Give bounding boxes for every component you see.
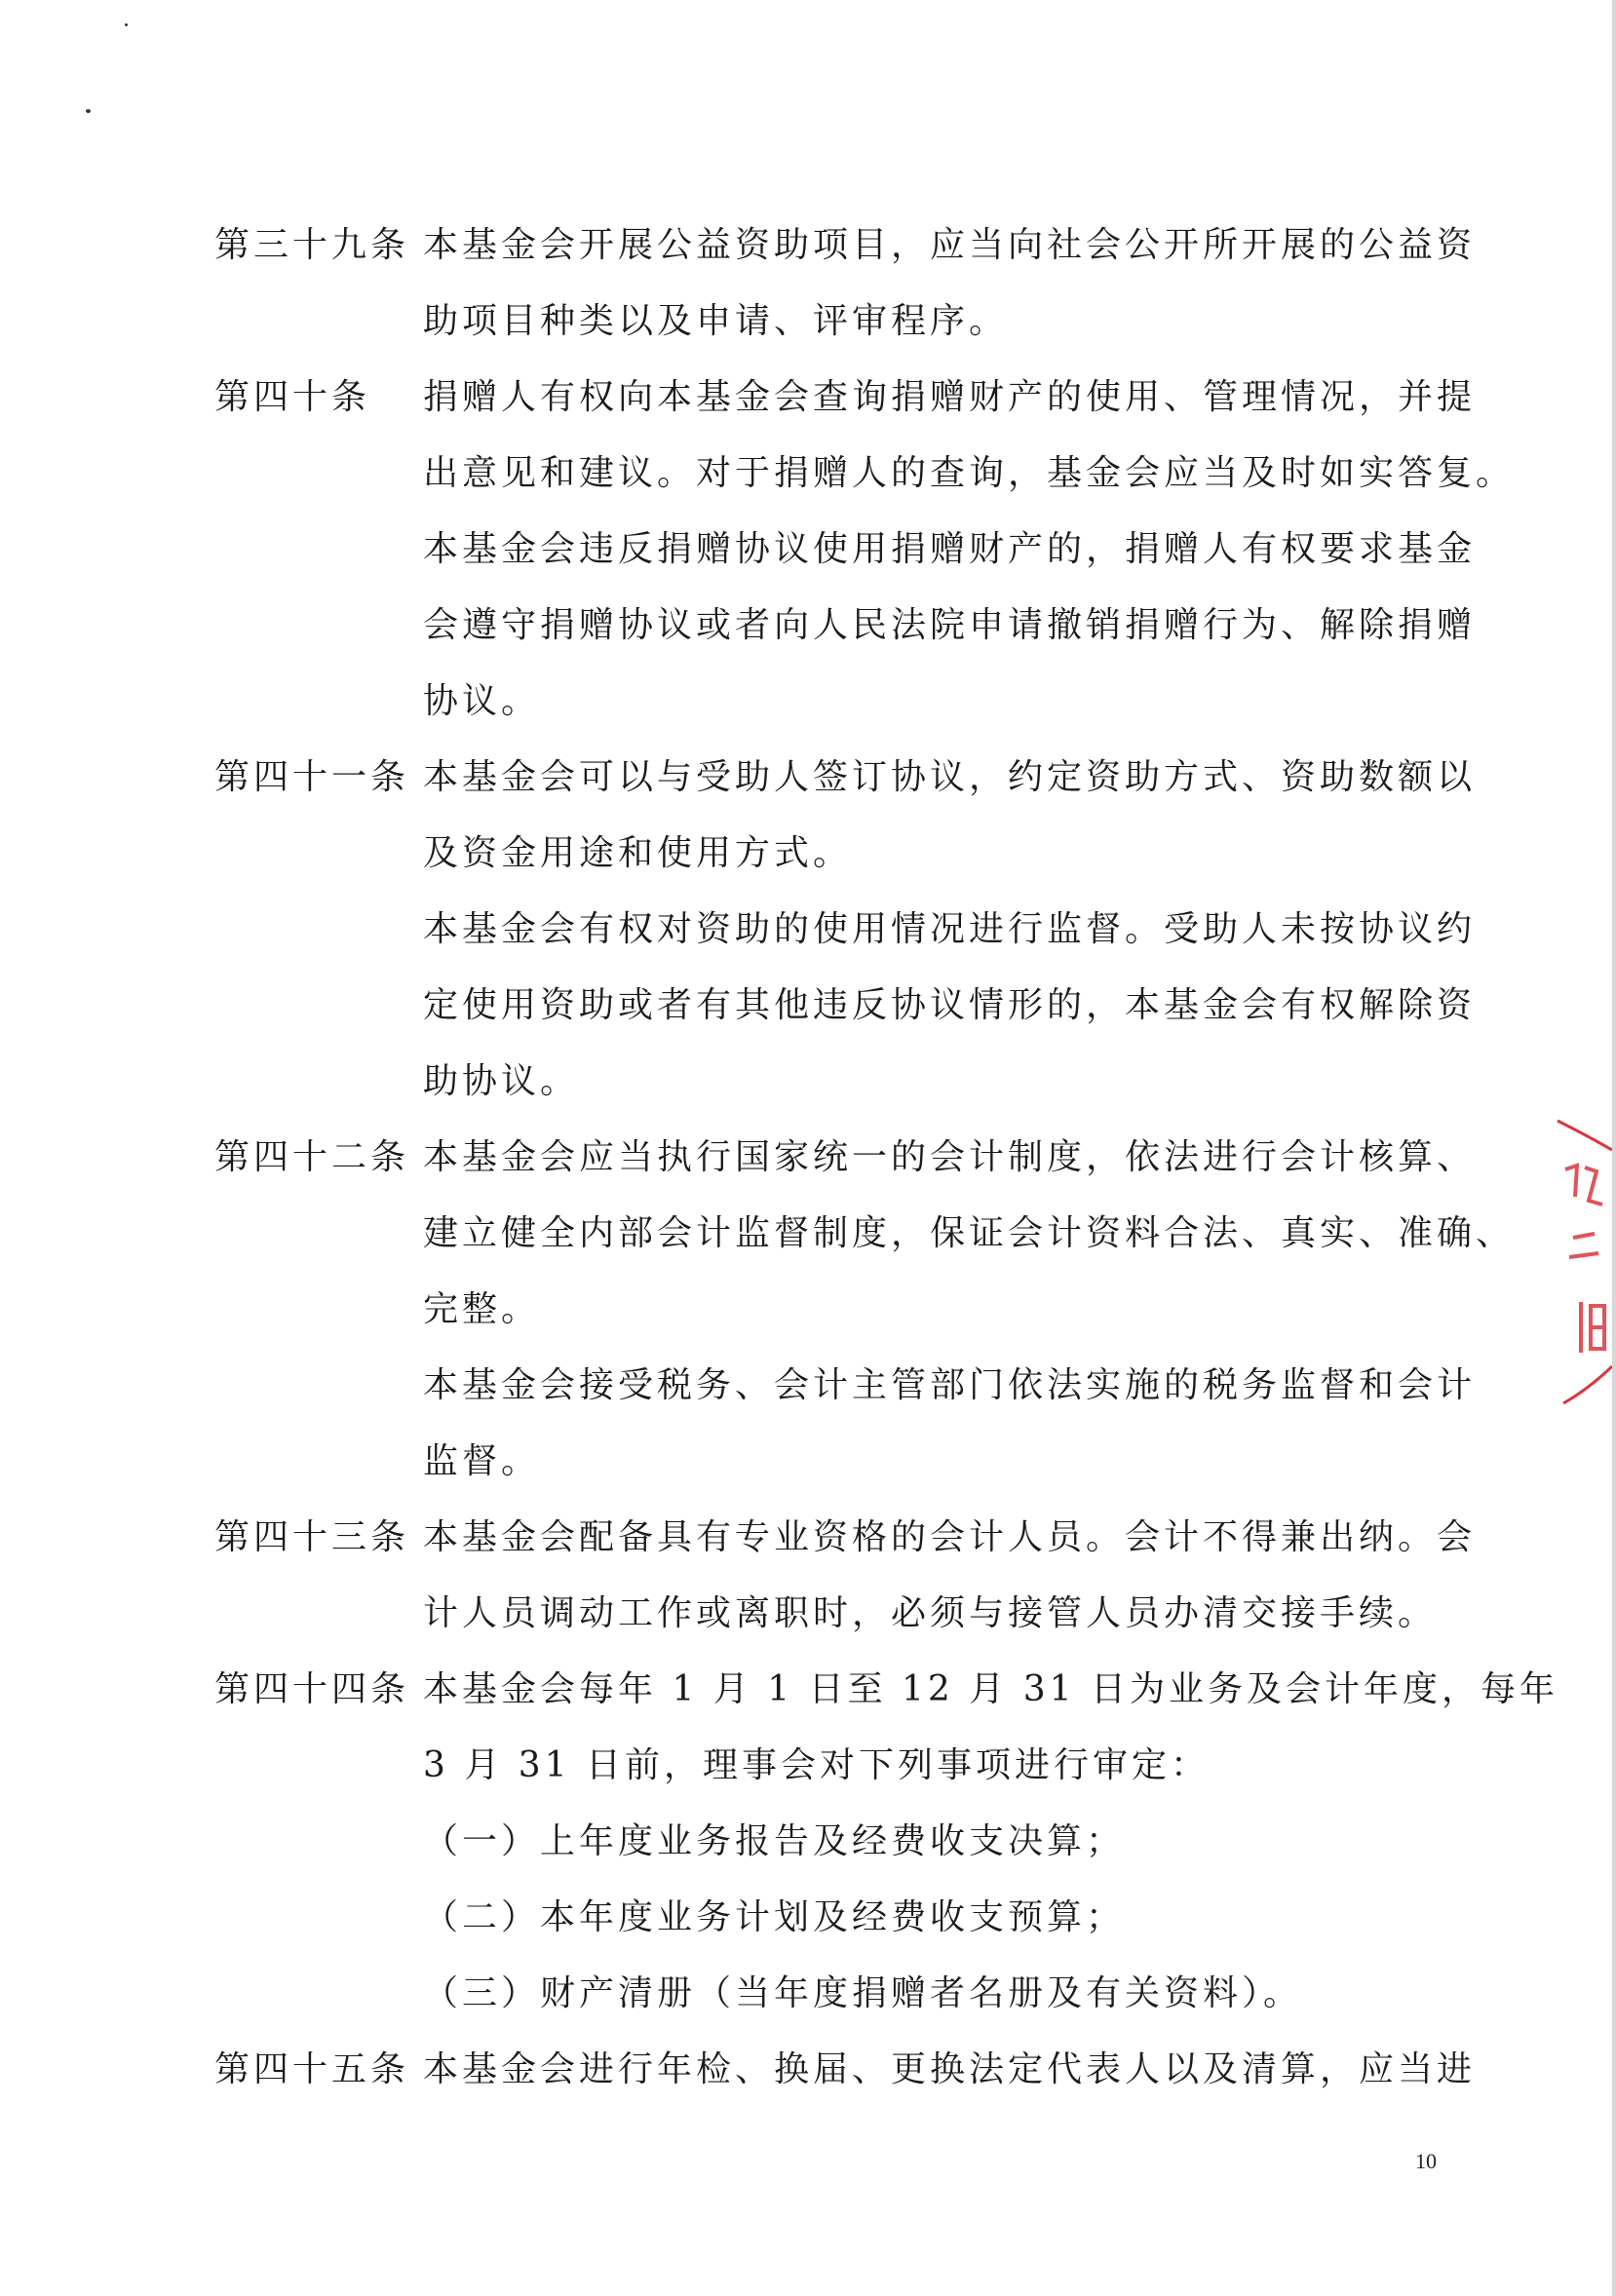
article-line: 本基金会进行年检、换届、更换法定代表人以及清算，应当进 (423, 2049, 1477, 2089)
article-line: 本基金会应当执行国家统一的会计制度，依法进行会计核算、 (423, 1137, 1477, 1177)
article-label: 第四十条 (214, 377, 371, 417)
article-line: 本基金会每年 1 月 1 日至 12 月 31 日为业务及会计年度，每年 (423, 1669, 1558, 1709)
article-line: 本基金会接受税务、会计主管部门依法实施的税务监督和会计 (423, 1365, 1477, 1405)
article-line: 本基金会开展公益资助项目，应当向社会公开所开展的公益资 (423, 225, 1477, 265)
article-label: 第三十九条 (214, 225, 410, 265)
article-line: 3 月 31 日前，理事会对下列事项进行审定： (423, 1745, 1211, 1785)
page-edge-shadow (1612, 0, 1616, 2296)
article-line: 会遵守捐赠协议或者向人民法院申请撤销捐赠行为、解除捐赠 (423, 605, 1477, 645)
partial-red-seal (1548, 1111, 1612, 1413)
article-line: 本基金会违反捐赠协议使用捐赠财产的，捐赠人有权要求基金 (423, 529, 1477, 569)
scan-speck (125, 23, 128, 26)
article-line: 完整。 (423, 1289, 541, 1329)
article-line: 及资金用途和使用方式。 (423, 833, 853, 873)
article-line: 建立健全内部会计监督制度，保证会计资料合法、真实、准确、 (423, 1213, 1516, 1253)
article-label: 第四十二条 (214, 1137, 410, 1177)
article-line: 计人员调动工作或离职时，必须与接管人员办清交接手续。 (423, 1593, 1438, 1633)
article-line: 捐赠人有权向本基金会查询捐赠财产的使用、管理情况，并提 (423, 377, 1477, 417)
page-number: 10 (1415, 2149, 1437, 2173)
article-list-item: （一）上年度业务报告及经费收支决算； (423, 1821, 1126, 1861)
article-line: 本基金会有权对资助的使用情况进行监督。受助人未按协议约 (423, 909, 1477, 949)
article-line: 助项目种类以及申请、评审程序。 (423, 301, 1009, 341)
scan-speck (86, 109, 91, 113)
article-list-item: （三）财产清册（当年度捐赠者名册及有关资料）。 (423, 1973, 1303, 2013)
article-list-item: （二）本年度业务计划及经费收支预算； (423, 1897, 1126, 1937)
article-label: 第四十五条 (214, 2049, 410, 2089)
article-line: 监督。 (423, 1441, 541, 1481)
article-line: 协议。 (423, 681, 541, 721)
article-label: 第四十三条 (214, 1517, 410, 1557)
article-label: 第四十一条 (214, 757, 410, 797)
article-line: 本基金会可以与受助人签订协议，约定资助方式、资助数额以 (423, 757, 1477, 797)
article-line: 助协议。 (423, 1061, 580, 1101)
article-line: 定使用资助或者有其他违反协议情形的，本基金会有权解除资 (423, 985, 1477, 1025)
article-line: 出意见和建议。对于捐赠人的查询，基金会应当及时如实答复。 (423, 453, 1516, 493)
article-label: 第四十四条 (214, 1669, 410, 1709)
article-line: 本基金会配备具有专业资格的会计人员。会计不得兼出纳。会 (423, 1517, 1477, 1557)
